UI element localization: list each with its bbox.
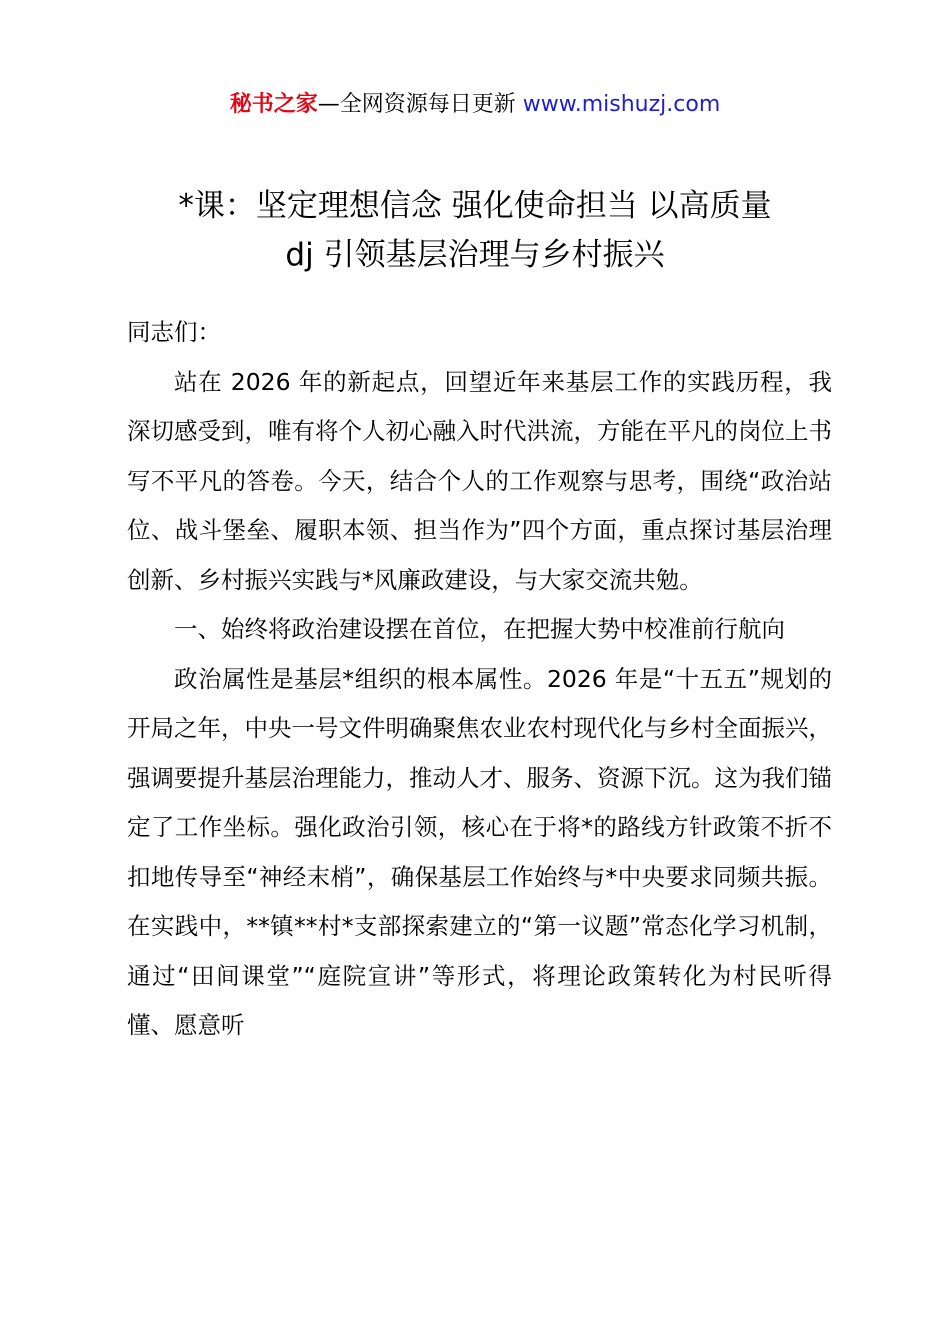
title-line-1: *课：坚定理想信念 强化使命担当 以高质量 <box>178 188 772 224</box>
paragraph-section-1: 政治属性是基层*组织的根本属性。2026 年是“十五五”规划的开局之年，中央一号文件明确聚焦农业农村现代化与乡村全面振兴，强调要提升基层治理能力，推动人才、服务、资源下沉。这为我们锚定了工作坐标。强化政治引领，核心在于将*的路线方针政策不折不扣地传导至“神经末梢”，确保基层工作始终与*中央要求同频共振。在实践中，**镇**村*支部探索建立的“第一议题”常态化学习机制，通过“田间课堂”“庭院宣讲”等形式，将理论政策转化为村民听得懂、愿意听 <box>127 664 832 1039</box>
site-header <box>0 88 950 122</box>
paragraph-intro: 站在 2026 年的新起点，回望近年来基层工作的实践历程，我深切感受到，唯有将个人初心融入时代洪流，方能在平凡的岗位上书写不平凡的答卷。今天，结合个人的工作观察与思考，围绕“政治站位、战斗堡垒、履职本领、担当作为”四个方面，重点探讨基层治理创新、乡村振兴实践与*风廉政建设，与大家交流共勉。 <box>127 367 832 594</box>
document-body <box>127 308 832 1051</box>
title-line-2: dj 引领基层治理与乡村振兴 <box>285 237 665 273</box>
section-heading-1: 一、始终将政治建设摆在首位，在把握大势中校准前行航向 <box>174 615 785 643</box>
salutation: 同志们： <box>127 318 221 346</box>
document-title <box>100 182 850 280</box>
header-slogan: —全网资源每日更新 <box>317 92 523 117</box>
brand-name: 秘书之家 <box>229 92 318 117</box>
site-url-link[interactable]: www.mishuzj.com <box>522 92 721 117</box>
